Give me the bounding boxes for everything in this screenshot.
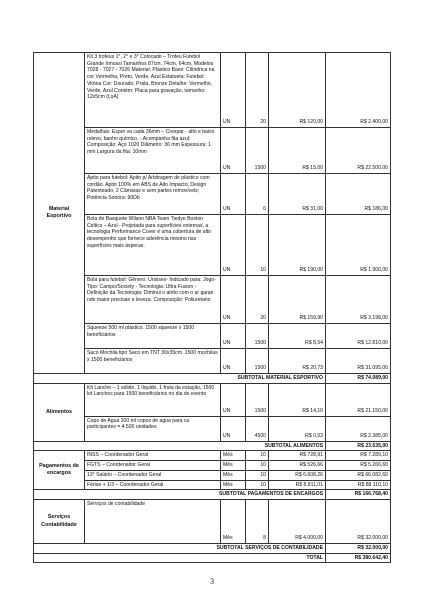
item-total: R$ 22.500,00	[326, 128, 391, 174]
category-pagamentos: Pagamentos de encargos	[34, 451, 85, 490]
item-quantity: 1500	[246, 383, 269, 416]
table-row	[34, 349, 391, 374]
item-total: R$ 32.000,00	[326, 500, 391, 544]
subtotal-value: R$ 32.000,00	[326, 544, 391, 554]
item-unit: Mês	[221, 461, 246, 471]
item-unit-price: R$ 31,00	[269, 174, 326, 215]
item-total: R$ 186,00	[326, 174, 391, 215]
item-unit-price: R$ 8.811,01	[269, 480, 326, 490]
table-row	[34, 451, 391, 461]
item-unit: UN	[221, 349, 246, 374]
item-unit: UN	[221, 324, 246, 349]
item-description: Copo de Agua 200 ml copos de agua para ca participantes = 4.500 unidades	[85, 416, 221, 441]
total-label: TOTAL	[34, 553, 326, 563]
subtotal-value: R$ 74.089,00	[326, 374, 391, 384]
item-description: Medalhas: Espor va cada 36mm – Crespar - alto e baixo relevo, banho químico. - Acompanha fita azul; Composição: Aço 1020 Diâmetro: 36 mm Espessura: 1 mm Largura da fita: 10mm	[85, 128, 221, 174]
item-total: R$ 66.082,60	[326, 470, 391, 480]
item-description: Squeeze 500 ml plástico. 1500 squeeze x 1500 beneficiários	[85, 324, 221, 349]
table-row	[34, 53, 391, 128]
table-row	[34, 128, 391, 174]
item-total: R$ 12.810,00	[326, 324, 391, 349]
subtotal-label: SUBTOTAL SERVIÇOS DE CONTABILIDADE	[34, 544, 326, 554]
category-material: Material Esportivo	[34, 53, 85, 374]
table-row	[34, 470, 391, 480]
item-quantity: 10	[246, 461, 269, 471]
item-unit-price: R$ 14,10	[269, 383, 326, 416]
table-row	[34, 174, 391, 215]
subtotal-label: SUBTOTAL ALIMENTOS	[34, 441, 326, 451]
item-unit: Mês	[221, 470, 246, 480]
page-number: 3	[210, 577, 214, 586]
subtotal-row	[34, 374, 391, 384]
item-description: Apito para futebol: Apito p/ Arbitragem de plástico com cordão. Apito 100% em ABS de Alto Impacto; Design Patenteado, 2 Câmaras e sem partes removíveis; Potência Sonora: 90Db	[85, 174, 221, 215]
item-unit: Mês	[221, 480, 246, 490]
item-description: Bola de Basquete Wilson NBA Team Tiedye Boston Celtics – Azul - Projetada para superfícies externas, a tecnologia Performance Cover é uma cobertura de alto desempenho que fornece aderência mesmo nas superfícies mais ásperas.	[85, 215, 221, 276]
table-row	[34, 500, 391, 544]
item-unit-price: R$ 4.000,00	[269, 500, 326, 544]
table-row	[34, 324, 391, 349]
table-row	[34, 461, 391, 471]
item-description: Serviços de contabilidade	[85, 500, 221, 544]
item-unit: UN	[221, 215, 246, 276]
total-row	[34, 553, 391, 563]
item-description: Kit Lanche – 1 sólido, 1 líquido, 1 fruta da estação, 1500 kit Lanches para 1500 beneficiários no dia do evento	[85, 383, 221, 416]
item-description: Férias + 1/3 – Coordenador Geral	[85, 480, 221, 490]
item-quantity: 10	[246, 451, 269, 461]
item-description: Kit 3 trofeus 1°, 2° e 3° Colocado – Trofeu Futebol Grande Irmossi Tamanhos 87cm, 74cm, 64cm, Modelos 7028 - 7027 - 7026 Material: Plástico Base: Cilíndrica na cor Vermelha, Preto, Verde, Azul Estatueta: Futebol: Vitória Cor: Dourado, Prata, Bronze Detalhe: Vermelho, Verde, Azul Contém: Placa para gravação, tamanho: 12x5cm (LxA)	[85, 53, 221, 128]
item-unit: UN	[221, 174, 246, 215]
item-quantity: 4500	[246, 416, 269, 441]
item-unit: UN	[221, 276, 246, 324]
item-description: Bola para futebol: Gênero: Unissex- Indicado para: Jogo- Tipo: Campo/Society - Tecnologia: Ultra Fusion - Definição da Tecnologia: Diminui o atrito com o ar garan ndo maior precisao e leveza. Composição: Poliuretano	[85, 276, 221, 324]
item-unit: Mês	[221, 500, 246, 544]
item-quantity: 6	[246, 174, 269, 215]
item-description: 13° Salário – Coordenador Geral	[85, 470, 221, 480]
category-alimentos: Alimentos	[34, 383, 85, 441]
item-quantity: 1500	[246, 128, 269, 174]
item-unit-price: R$ 728,91	[269, 451, 326, 461]
item-quantity: 8	[246, 500, 269, 544]
item-unit-price: R$ 6.608,26	[269, 470, 326, 480]
item-unit-price: R$ 190,00	[269, 215, 326, 276]
item-unit-price: R$ 8,54	[269, 324, 326, 349]
subtotal-row	[34, 441, 391, 451]
item-description: Saco Mochila tipo Saco em TNT 30x35cm. 1500 mochilas x 1500 beneficiários	[85, 349, 221, 374]
item-quantity: 10	[246, 215, 269, 276]
item-quantity: 10	[246, 480, 269, 490]
item-description: INSS – Coordenador Geral	[85, 451, 221, 461]
category-servicos: Serviços Contabilidade	[34, 500, 85, 544]
item-unit: UN	[221, 128, 246, 174]
item-description: FGTS – Coordenador Geral	[85, 461, 221, 471]
table-row	[34, 215, 391, 276]
item-total: R$ 3.198,00	[326, 276, 391, 324]
item-unit-price: R$ 20,73	[269, 349, 326, 374]
item-total: R$ 31.095,00	[326, 349, 391, 374]
item-unit-price: R$ 15,00	[269, 128, 326, 174]
table-row	[34, 276, 391, 324]
item-unit: UN	[221, 383, 246, 416]
item-unit-price: R$ 159,90	[269, 276, 326, 324]
item-quantity: 20	[246, 53, 269, 128]
subtotal-label: SUBTOTAL MATERIAL ESPORTIVO	[34, 374, 326, 384]
item-total: R$ 21.150,00	[326, 383, 391, 416]
subtotal-label: SUBTOTAL PAGAMENTOS DE ENCARGOS	[34, 490, 326, 500]
item-quantity: 10	[246, 470, 269, 480]
item-unit-price: R$ 526,66	[269, 461, 326, 471]
table-row	[34, 383, 391, 416]
total-value: R$ 380.642,40	[326, 553, 391, 563]
subtotal-value: R$ 23.535,00	[326, 441, 391, 451]
item-total: R$ 2.400,00	[326, 53, 391, 128]
item-unit: UN	[221, 416, 246, 441]
item-total: R$ 2.385,00	[326, 416, 391, 441]
subtotal-row	[34, 490, 391, 500]
item-total: R$ 7.289,10	[326, 451, 391, 461]
item-quantity: 1500	[246, 349, 269, 374]
table-row	[34, 416, 391, 441]
item-total: R$ 1.900,00	[326, 215, 391, 276]
item-unit-price: R$ 120,00	[269, 53, 326, 128]
subtotal-row	[34, 544, 391, 554]
subtotal-value: R$ 166.768,40	[326, 490, 391, 500]
item-quantity: 1500	[246, 324, 269, 349]
table-row	[34, 480, 391, 490]
item-quantity: 20	[246, 276, 269, 324]
item-unit-price: R$ 0,53	[269, 416, 326, 441]
item-total: R$ 5.266,60	[326, 461, 391, 471]
budget-table	[33, 52, 391, 563]
item-total: R$ 88.110,10	[326, 480, 391, 490]
item-unit: Mês	[221, 451, 246, 461]
item-unit: UN	[221, 53, 246, 128]
